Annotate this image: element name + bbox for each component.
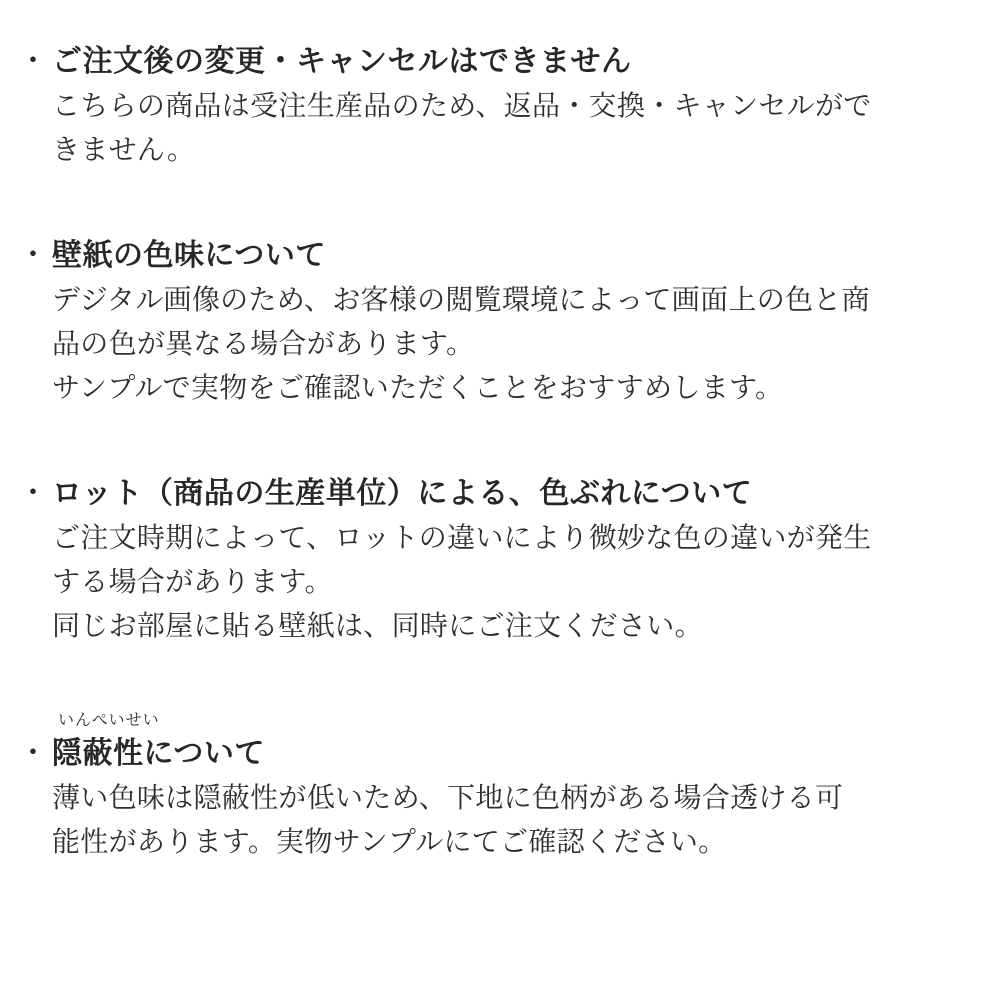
notice-section-color-tone xyxy=(18,234,972,410)
section-heading-row xyxy=(18,732,972,776)
notice-section-order-change xyxy=(18,40,972,172)
section-heading: ご注文後の変更・キャンセルはできません xyxy=(52,44,632,79)
body-line: する場合があります。 xyxy=(52,565,333,598)
bullet-icon: ・ xyxy=(18,736,48,771)
ruby-annotation: いんぺいせい xyxy=(58,710,160,729)
body-line: ご注文時期によって、ロットの違いにより微妙な色の違いが発生 xyxy=(52,521,872,554)
section-heading: 壁紙の色味について xyxy=(52,238,326,273)
section-heading: 隠蔽性について xyxy=(52,736,265,771)
notice-section-opacity xyxy=(18,710,972,864)
section-heading: ロット（商品の生産単位）による、色ぶれについて xyxy=(52,476,753,511)
section-heading-row xyxy=(18,234,972,278)
body-line: サンプルで実物をご確認いただくことをおすすめします。 xyxy=(52,371,784,404)
body-line: 品の色が異なる場合があります。 xyxy=(52,327,475,360)
section-body xyxy=(52,278,972,410)
ruby-annotation-wrap xyxy=(52,710,972,732)
body-line: こちらの商品は受注生産品のため、返品・交換・キャンセルがで xyxy=(52,89,872,122)
body-line: 能性があります。実物サンプルにてご確認ください。 xyxy=(52,825,727,858)
section-body xyxy=(52,84,972,172)
bullet-icon: ・ xyxy=(18,476,48,511)
body-line: デジタル画像のため、お客様の閲覧環境によって画面上の色と商 xyxy=(52,283,870,316)
body-line: きません。 xyxy=(52,133,196,166)
bullet-icon: ・ xyxy=(18,238,48,273)
body-line: 薄い色味は隠蔽性が低いため、下地に色柄がある場合透ける可 xyxy=(52,781,844,814)
section-body xyxy=(52,776,972,864)
section-heading-row xyxy=(18,472,972,516)
notice-section-lot-variation xyxy=(18,472,972,648)
section-heading-row xyxy=(18,40,972,84)
section-body xyxy=(52,516,972,648)
body-line: 同じお部屋に貼る壁紙は、同時にご注文ください。 xyxy=(52,609,703,642)
bullet-icon: ・ xyxy=(18,44,48,79)
